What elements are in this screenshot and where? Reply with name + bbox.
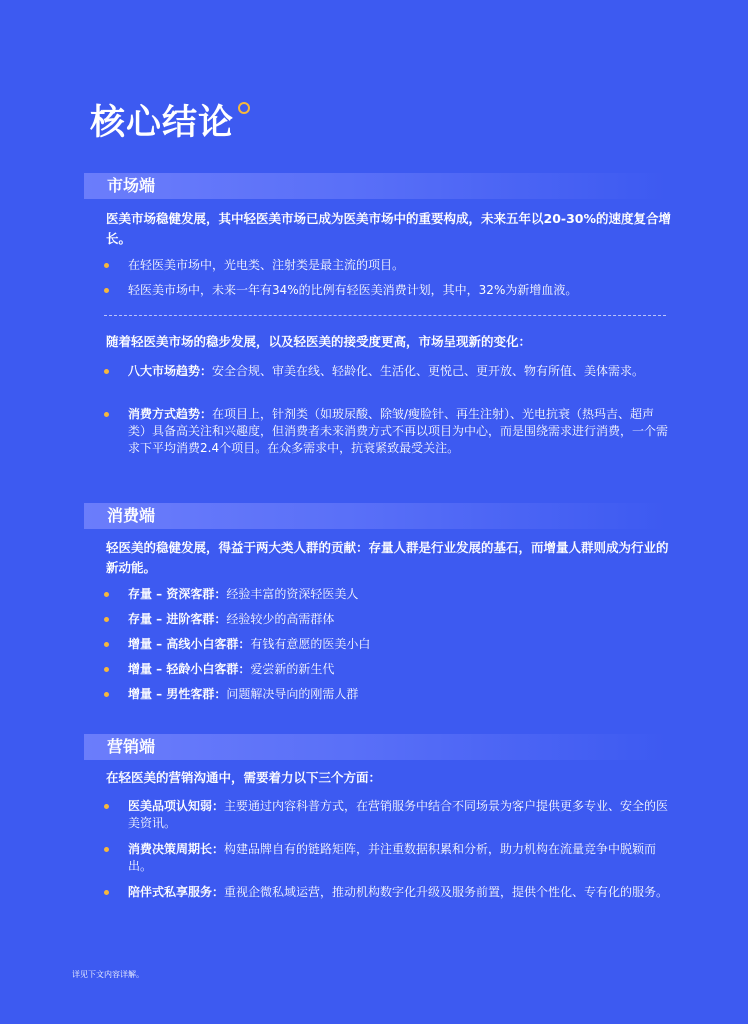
bullet-dot-icon — [104, 667, 109, 672]
bullet-dot-icon — [104, 263, 109, 268]
list-item-label: 增量 – 高线小白客群： — [128, 637, 251, 651]
section-band-marketing — [84, 734, 666, 760]
bullet-dot-icon — [104, 692, 109, 697]
market-lead: 医美市场稳健发展，其中轻医美市场已成为医美市场中的重要构成，未来五年以20-30%的速度复合增长。 — [106, 211, 672, 246]
list-item — [104, 686, 672, 703]
bullet-dot-icon — [104, 847, 109, 852]
bullet-dot-icon — [104, 369, 109, 374]
section-heading-marketing: 营销端 — [107, 737, 156, 756]
page-title-block — [90, 98, 234, 148]
list-item-desc: 安全合规、审美在线、轻龄化、生活化、更悦己、更开放、物有所值、美体需求。 — [212, 364, 645, 378]
bullet-dot-icon — [104, 288, 109, 293]
list-item-text — [128, 686, 672, 703]
page-title: 核心结论 — [90, 103, 235, 143]
list-item-text — [128, 406, 672, 457]
bullet-dot-icon — [104, 412, 109, 417]
section-band-consumer — [84, 503, 666, 529]
list-item — [104, 661, 672, 678]
list-item-text — [128, 798, 672, 832]
list-item-desc: 主要通过内容科普方式，在营销服务中结合不同场景为客户提供更多专业、安全的医美资讯。 — [128, 799, 669, 830]
list-item — [104, 611, 672, 628]
list-item-label: 八大市场趋势： — [128, 364, 213, 378]
list-item-label: 增量 – 男性客群： — [128, 687, 227, 701]
marketing-lead: 在轻医美的营销沟通中，需要着力以下三个方面： — [106, 770, 382, 785]
list-item — [104, 586, 672, 603]
list-item-desc: 经验丰富的资深轻医美人 — [226, 587, 359, 601]
list-item-desc: 重视企微私域运营，推动机构数字化升级及服务前置，提供个性化、专有化的服务。 — [224, 885, 669, 899]
list-item-label: 增量 – 轻龄小白客群： — [128, 662, 251, 676]
list-item — [104, 406, 672, 457]
list-item-text — [128, 586, 672, 603]
section-heading-market: 市场端 — [107, 176, 156, 195]
list-item-label: 消费方式趋势： — [128, 407, 213, 421]
list-item-desc: 爱尝新的新生代 — [250, 662, 335, 676]
bullet-dot-icon — [104, 804, 109, 809]
list-item-text — [128, 884, 672, 901]
list-item-text — [128, 841, 672, 875]
bullet-dot-icon — [104, 890, 109, 895]
list-item-text — [128, 611, 672, 628]
list-item — [104, 798, 672, 832]
list-item-desc: 在项目上，针剂类（如玻尿酸、除皱/瘦脸针、再生注射）、光电抗衰（热玛吉、超声类）具备高关注和兴趣度，但消费者未来消费方式不再以项目为中心，而是围绕需求进行消费，一个需求下平均消费2.4个项目。在众多需求中，抗衰紧致最受关注。 — [128, 407, 669, 455]
dashed-divider — [104, 315, 666, 316]
list-item — [104, 884, 672, 901]
list-item — [104, 841, 672, 875]
market-lead-2: 随着轻医美市场的稳步发展，以及轻医美的接受度更高，市场呈现新的变化： — [106, 334, 532, 349]
list-item — [104, 257, 672, 274]
bullet-dot-icon — [104, 617, 109, 622]
bullet-dot-icon — [104, 592, 109, 597]
list-item-text: 在轻医美市场中，光电类、注射类是最主流的项目。 — [128, 258, 405, 272]
section-heading-consumer: 消费端 — [107, 506, 156, 525]
list-item — [104, 636, 672, 653]
consumer-lead: 轻医美的稳健发展，得益于两大类人群的贡献：存量人群是行业发展的基石，而增量人群则成为行业的新动能。 — [106, 540, 669, 575]
bullet-dot-icon — [104, 642, 109, 647]
list-item-desc: 有钱有意愿的医美小白 — [250, 637, 371, 651]
ring-dot-icon — [238, 102, 250, 114]
list-item-desc: 构建品牌自有的链路矩阵，并注重数据积累和分析，助力机构在流量竞争中脱颖而出。 — [128, 842, 657, 873]
list-item-label: 医美品项认知弱： — [128, 799, 225, 813]
list-item — [104, 363, 672, 380]
list-item-label: 陪伴式私享服务： — [128, 885, 225, 899]
list-item-text — [128, 363, 672, 380]
list-item-text — [128, 636, 672, 653]
section-band-market — [84, 173, 666, 199]
list-item-label: 消费决策周期长： — [128, 842, 225, 856]
list-item — [104, 282, 672, 299]
list-item-label: 存量 – 进阶客群： — [128, 612, 227, 626]
list-item-desc: 经验较少的高需群体 — [226, 612, 335, 626]
footnote: 详见下文内容详解。 — [72, 970, 144, 979]
list-item-label: 存量 – 资深客群： — [128, 587, 227, 601]
list-item-text — [128, 661, 672, 678]
list-item-text: 轻医美市场中，未来一年有34%的比例有轻医美消费计划，其中，32%为新增血液。 — [128, 283, 578, 297]
list-item-desc: 问题解决导向的刚需人群 — [226, 687, 359, 701]
